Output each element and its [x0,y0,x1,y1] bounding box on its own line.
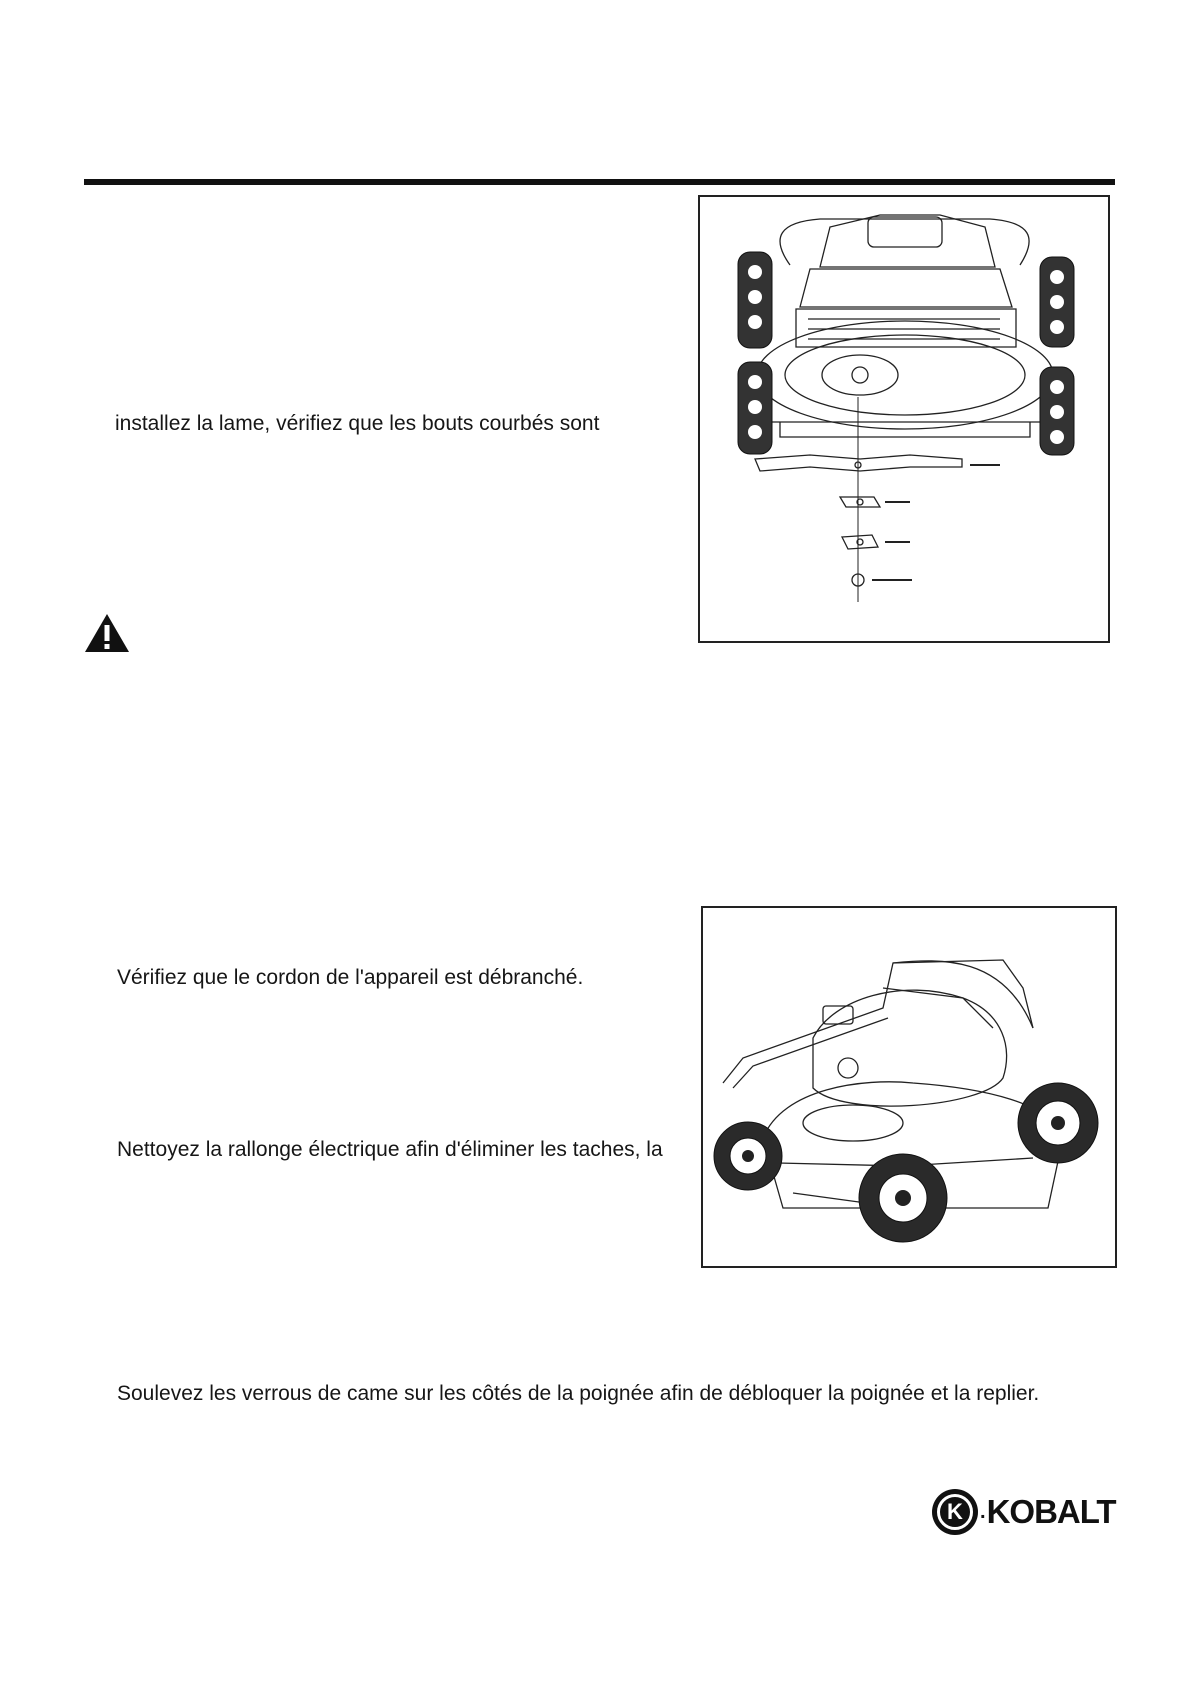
fold-handle-text: Soulevez les verrous de came sur les côtés de la poignée afin de débloquer la poignée et la replier. [117,1382,1040,1405]
kobalt-trademark: . [980,1500,985,1523]
kobalt-badge [932,1489,978,1535]
clean-cord-text: Nettoyez la rallonge électrique afin d'éliminer les taches, la [117,1138,663,1161]
blade-tip-text: installez la lame, vérifiez que les bouts courbés sont [115,412,600,435]
kobalt-wordmark: KOBALT [986,1493,1116,1530]
kobalt-badge-letter: K [937,1494,973,1530]
mower-illustration [703,908,1115,1266]
header-rule [84,179,1115,185]
blade-assembly-figure [698,195,1110,643]
warning-triangle-icon [84,612,130,654]
blade-assembly-illustration [700,197,1108,641]
kobalt-logo [932,1486,1116,1538]
mower-figure [701,906,1117,1268]
cord-unplugged-text: Vérifiez que le cordon de l'appareil est débranché. [117,966,584,989]
